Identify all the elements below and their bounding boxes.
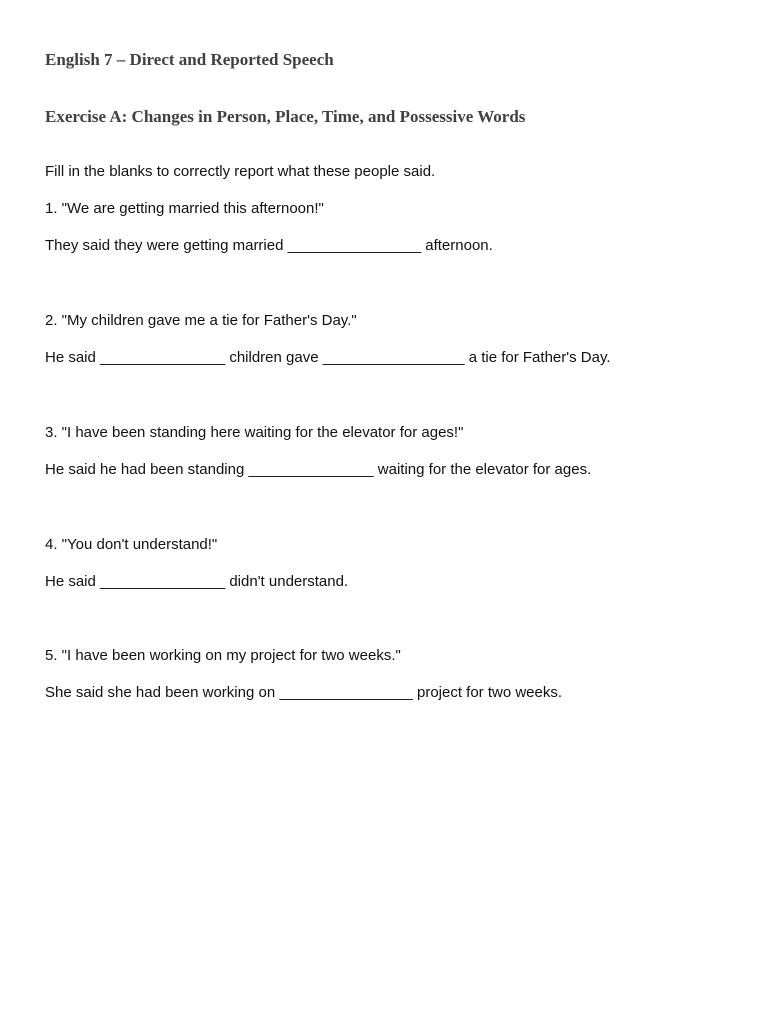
instructions: Fill in the blanks to correctly report what these people said. [45, 163, 436, 180]
direct-speech-3: 3. "I have been standing here waiting for the elevator for ages!" [45, 424, 464, 441]
direct-speech-2: 2. "My children gave me a tie for Father's Day." [45, 312, 357, 329]
document-title: English 7 – Direct and Reported Speech [45, 50, 334, 69]
reported-speech-2: He said _______________ children gave _________________ a tie for Father's Day. [45, 349, 611, 366]
reported-speech-5: She said she had been working on ________________ project for two weeks. [45, 684, 563, 701]
reported-speech-1: They said they were getting married ________________ afternoon. [45, 237, 493, 254]
reported-speech-3: He said he had been standing _______________ waiting for the elevator for ages. [45, 461, 592, 478]
exercise-title: Exercise A: Changes in Person, Place, Time, and Possessive Words [45, 107, 526, 126]
direct-speech-1: 1. "We are getting married this afternoon!" [45, 200, 324, 217]
reported-speech-4: He said _______________ didn't understand. [45, 573, 349, 590]
direct-speech-5: 5. "I have been working on my project for two weeks." [45, 647, 401, 664]
direct-speech-4: 4. "You don't understand!" [45, 536, 218, 553]
